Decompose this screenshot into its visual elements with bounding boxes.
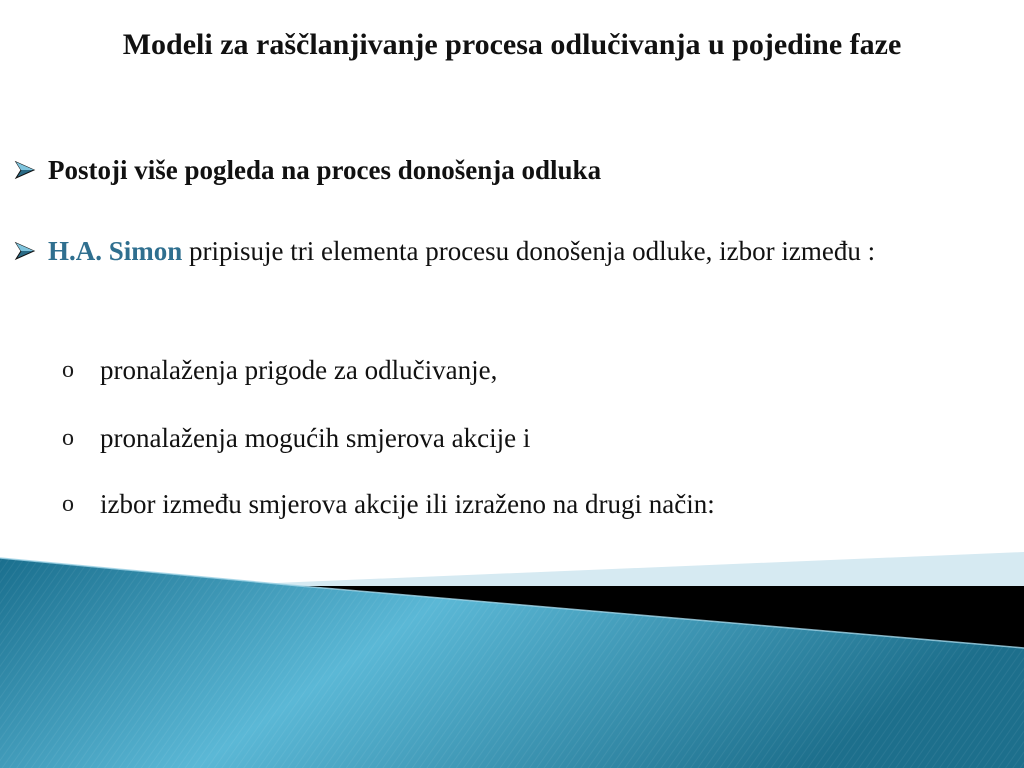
bullet-text: Postoji više pogleda na proces donošenja odluka	[48, 155, 602, 185]
sub-item-text: pronalaženja mogućih smjerova akcije i	[100, 423, 531, 453]
arrow-bullet-icon	[14, 241, 36, 261]
bullet-item-1	[14, 145, 914, 195]
bullet-text	[48, 226, 914, 276]
slide-title: Modeli za raščlanjivanje procesa odlučivanja u pojedine faze	[122, 28, 902, 61]
circle-bullet-marker: o	[62, 491, 74, 517]
sub-item-1	[62, 350, 922, 390]
arrow-bullet-icon	[14, 160, 36, 180]
bullet-item-2	[14, 226, 914, 276]
bullet-text-rest: pripisuje tri elementa procesu donošenja odluke, izbor između :	[182, 236, 876, 266]
circle-bullet-marker: o	[62, 357, 74, 383]
wave-decoration	[0, 540, 1024, 768]
sub-item-text: pronalaženja prigode za odlučivanje,	[100, 355, 498, 385]
circle-bullet-marker: o	[62, 425, 74, 451]
sub-item-2	[62, 418, 922, 458]
sub-item-3	[62, 484, 922, 524]
highlighted-name: H.A. Simon	[48, 236, 183, 266]
pale-band	[250, 552, 1024, 588]
sub-item-text: izbor između smjerova akcije ili izraženo na drugi način:	[100, 489, 715, 519]
